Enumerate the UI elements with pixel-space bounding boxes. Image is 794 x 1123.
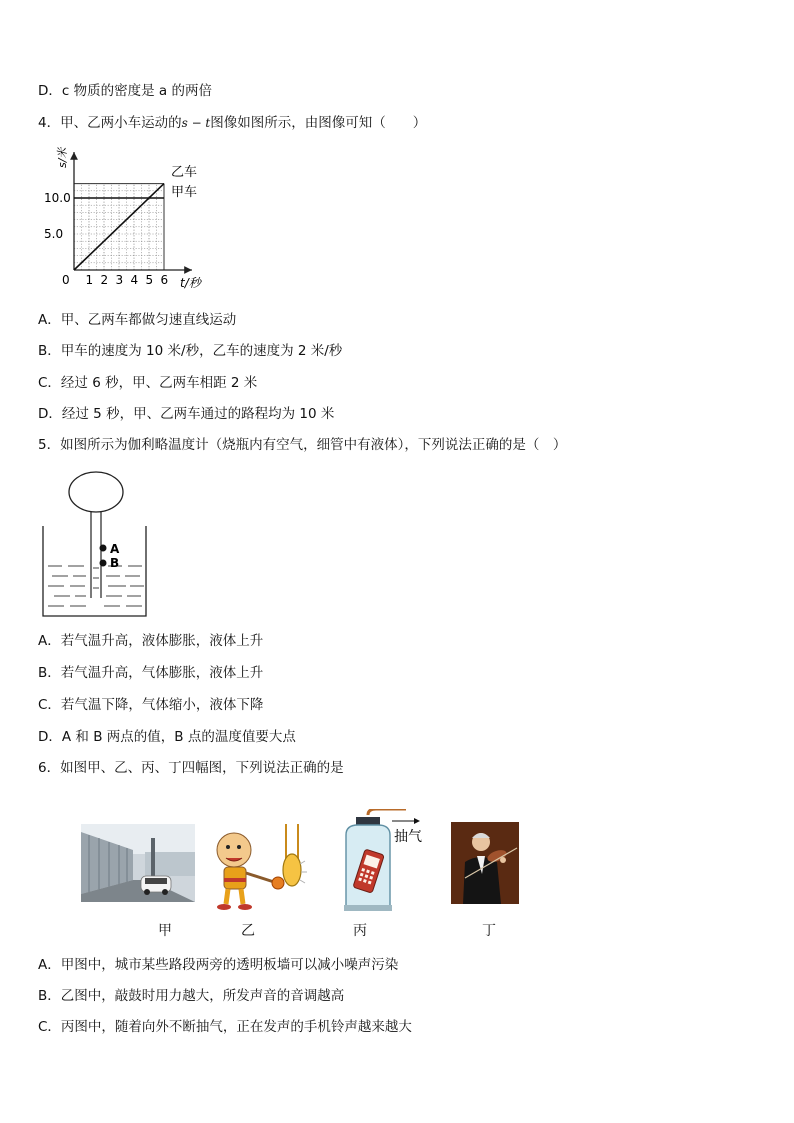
x-axis-label: t/秒 xyxy=(180,276,201,290)
galileo-thermometer-figure xyxy=(40,466,152,622)
series-label-jia: 甲车 xyxy=(171,185,198,200)
q6-option-a: A．甲图中，城市某些路段两旁的透明板墙可以减小噪声污染 xyxy=(38,957,399,973)
q5-stem: 5．如图所示为伽利略温度计（烧瓶内有空气，细管中有液体），下列说法正确的是（ ） xyxy=(38,437,567,453)
y-tick-label: 5.0 xyxy=(44,227,64,241)
q6-option-b: B．乙图中，敲鼓时用力越大，所发声音的音调越高 xyxy=(38,988,345,1004)
q5-option-b: B．若气温升高，气体膨胀，液体上升 xyxy=(38,665,264,681)
q6-stem: 6．如图甲、乙、丙、丁四幅图，下列说法正确的是 xyxy=(38,760,344,776)
y-tick-label: 10.0 xyxy=(44,191,71,205)
x-tick-label: 1 xyxy=(85,273,94,287)
series-label-yi: 乙车 xyxy=(171,165,198,180)
figure-ding-violinist xyxy=(451,822,519,904)
q6-option-c: C．丙图中，随着向外不断抽气，正在发声的手机铃声越来越大 xyxy=(38,1019,412,1035)
pump-label: 抽气 xyxy=(394,829,422,845)
q5-option-c: C．若气温下降，气体缩小，液体下降 xyxy=(38,697,264,713)
st-graph xyxy=(40,146,220,292)
q4-option-d: D．经过 5 秒，甲、乙两车通过的路程均为 10 米 xyxy=(38,406,335,422)
q4-stem-formula: s − t xyxy=(181,116,211,130)
x-tick-label: 2 xyxy=(100,273,109,287)
q4-stem xyxy=(38,114,426,132)
caption-yi: 乙 xyxy=(241,923,255,939)
q5-option-a: A．若气温升高，液体膨胀，液体上升 xyxy=(38,633,264,649)
x-tick-label: 3 xyxy=(115,273,124,287)
water-beaker xyxy=(43,526,146,616)
caption-bing: 丙 xyxy=(353,923,367,939)
x-tick-label: 5 xyxy=(145,273,154,287)
point-a-label: A xyxy=(110,542,120,556)
figure-jia-road-barrier xyxy=(81,824,195,902)
figure-yi-drum-strike xyxy=(208,820,312,912)
caption-ding: 丁 xyxy=(482,923,496,939)
q5-option-d: D．A 和 B 两点的值，B 点的温度值要大点 xyxy=(38,729,296,745)
q4-stem-before: 4．甲、乙两小车运动的 xyxy=(38,115,182,131)
q4-option-a: A．甲、乙两车都做匀速直线运动 xyxy=(38,312,237,328)
q4-stem-after: 图像如图所示，由图像可知（ ） xyxy=(210,115,427,131)
point-a-marker xyxy=(100,545,107,552)
q4-option-c: C．经过 6 秒，甲、乙两车相距 2 米 xyxy=(38,375,258,391)
x-tick-label: 4 xyxy=(130,273,139,287)
q4-option-b: B．甲车的速度为 10 米/秒，乙车的速度为 2 米/秒 xyxy=(38,343,343,359)
origin-label: 0 xyxy=(62,273,70,287)
q3-option-d: D．c 物质的密度是 a 的两倍 xyxy=(38,83,212,99)
x-tick-label: 6 xyxy=(160,273,169,287)
flask-bulb xyxy=(69,472,123,512)
figure-bing-bell-jar xyxy=(336,809,428,913)
y-axis-label: s/米 xyxy=(56,147,69,168)
caption-jia: 甲 xyxy=(158,923,172,939)
point-b-label: B xyxy=(110,556,120,570)
point-b-marker xyxy=(100,560,107,567)
